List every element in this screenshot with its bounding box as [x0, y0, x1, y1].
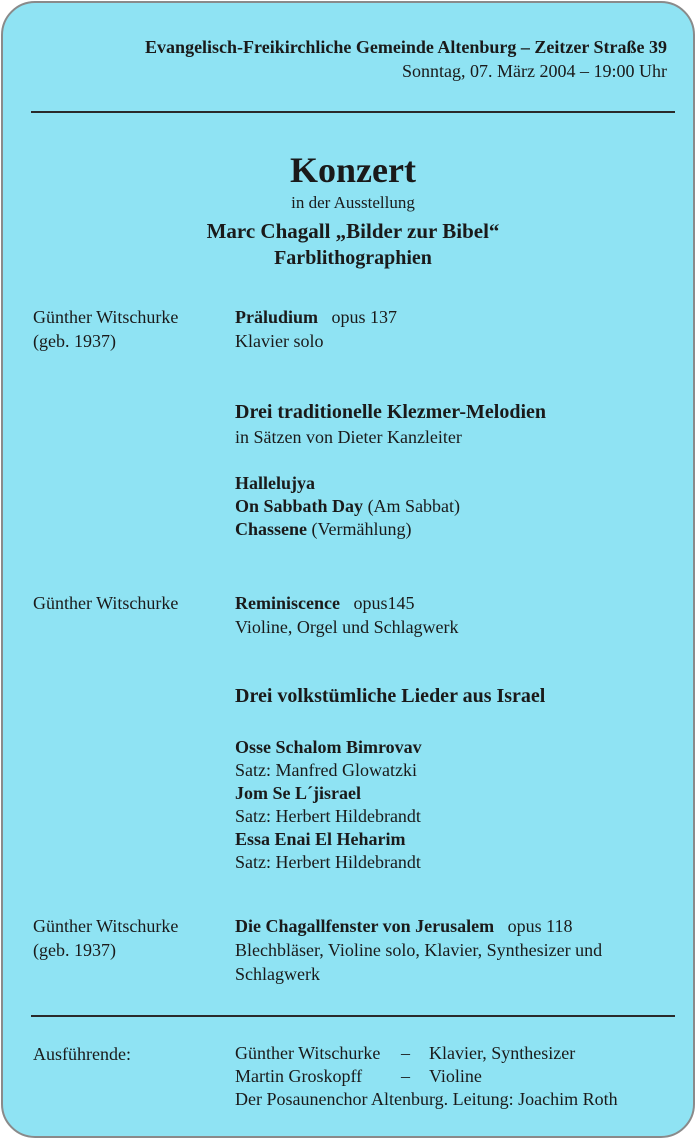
exhibition-title: Marc Chagall „Bilder zur Bibel“: [206, 219, 500, 243]
top-divider: [31, 111, 675, 113]
concert-title: Konzert: [290, 150, 416, 190]
composer-name: Günther Witschurke: [33, 593, 179, 613]
performer-sep: –: [401, 1043, 410, 1063]
performers-list: [235, 1042, 618, 1111]
section-note-klezmer: in Sätzen von Dieter Kanzleiter: [235, 427, 462, 447]
program-card: [1, 1, 695, 1138]
section-heading-klezmer: Drei traditionelle Klezmer-Melodien: [235, 401, 547, 423]
piece-instrumentation: Blechbläser, Violine solo, Klavier, Synthesizer und Schlagwerk: [235, 940, 603, 984]
performers-label: Ausführende:: [33, 1044, 131, 1064]
piece-opus: opus145: [353, 593, 415, 613]
composer-block-1: [33, 305, 178, 353]
performer-sep: –: [401, 1066, 410, 1086]
composer-block-3: [33, 914, 178, 962]
composer-block-2: [33, 591, 178, 615]
performer-row: [235, 1042, 618, 1065]
piece-opus: opus 137: [331, 307, 398, 327]
song-title: Osse Schalom Bimrovav: [235, 737, 422, 757]
piece-title: Die Chagallfenster von Jerusalem: [235, 916, 495, 936]
piece-title: Reminiscence: [235, 593, 340, 613]
song-setting: Satz: Herbert Hildebrandt: [235, 852, 421, 872]
composer-name: Günther Witschurke: [33, 307, 179, 327]
date-time-line: Sonntag, 07. März 2004 – 19:00 Uhr: [402, 61, 667, 81]
song-title: Jom Se L´jisrael: [235, 783, 361, 803]
song-setting: Satz: Manfred Glowatzki: [235, 760, 417, 780]
venue-line: Evangelisch-Freikirchliche Gemeinde Altenburg – Zeitzer Straße 39: [145, 37, 667, 57]
performer-name: Günther Witschurke: [235, 1043, 381, 1063]
piece-instrumentation: Klavier solo: [235, 331, 324, 351]
israel-song-list: [235, 736, 422, 874]
list-item: Chassene (Vermählung): [235, 519, 412, 539]
song-title: Essa Enai El Heharim: [235, 829, 406, 849]
list-item: Hallelujya: [235, 473, 315, 493]
piece-block-2: [235, 591, 459, 639]
piece-instrumentation: Violine, Orgel und Schlagwerk: [235, 617, 459, 637]
performer-role: Violine: [429, 1066, 482, 1086]
section-heading-israel: Drei volkstümliche Lieder aus Israel: [235, 685, 546, 707]
song-setting: Satz: Herbert Hildebrandt: [235, 806, 421, 826]
performer-row: [235, 1065, 618, 1088]
composer-born: (geb. 1937): [33, 940, 116, 960]
bottom-divider: [31, 1015, 675, 1017]
composer-name: Günther Witschurke: [33, 916, 179, 936]
composer-born: (geb. 1937): [33, 331, 116, 351]
list-item: On Sabbath Day (Am Sabbat): [235, 496, 461, 516]
exhibition-subtitle: Farblithographien: [274, 247, 432, 269]
performer-name: Martin Groskopff: [235, 1066, 363, 1086]
choir-line: Der Posaunenchor Altenburg. Leitung: Joachim Roth: [235, 1089, 618, 1109]
performer-role: Klavier, Synthesizer: [429, 1043, 576, 1063]
piece-title: Präludium: [235, 307, 319, 327]
klezmer-song-list: [235, 472, 460, 541]
piece-block-3: [235, 914, 655, 986]
piece-opus: opus 118: [507, 916, 573, 936]
exhibition-intro: in der Ausstellung: [291, 193, 415, 212]
piece-block-1: [235, 305, 397, 353]
